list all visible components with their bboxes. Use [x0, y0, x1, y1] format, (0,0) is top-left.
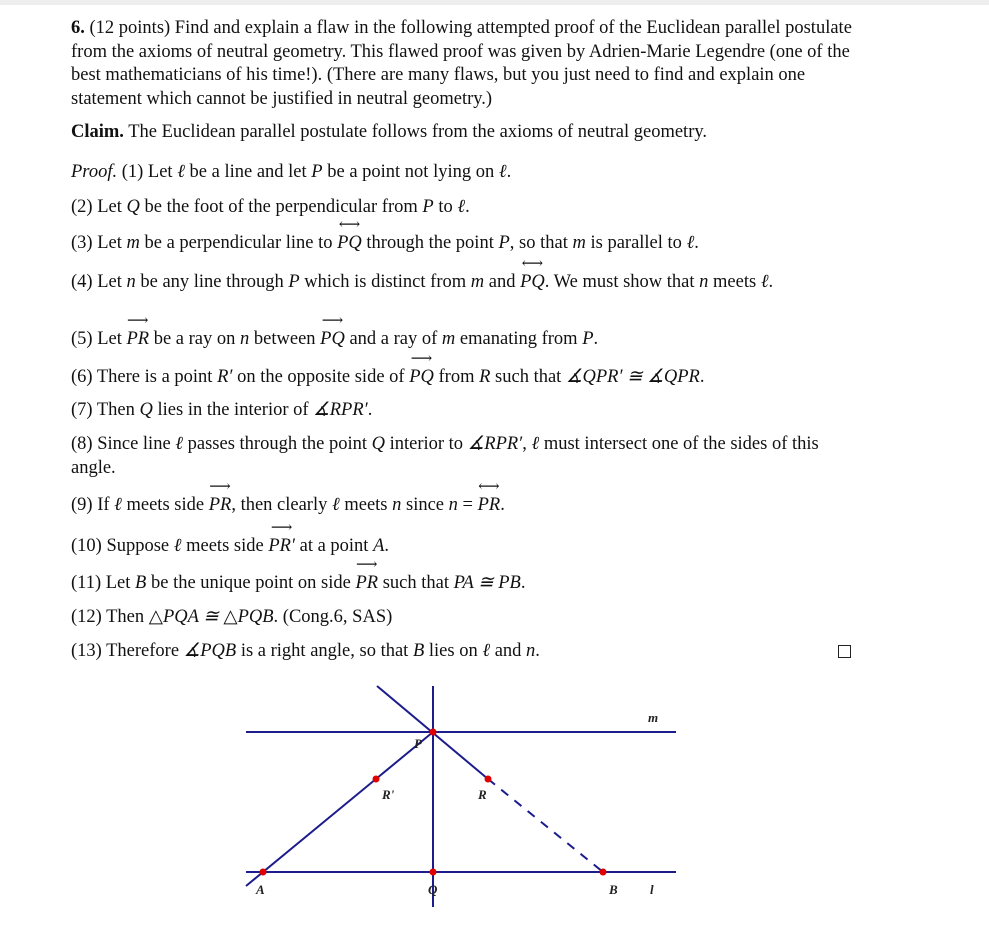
- math-expression: n: [448, 495, 458, 515]
- text-run: (13) Therefore: [71, 641, 184, 661]
- text-run: and: [484, 272, 521, 292]
- math-expression: ℓ: [332, 495, 340, 515]
- math-expression: n: [526, 641, 536, 661]
- text-run: .: [593, 329, 599, 349]
- text-run: .: [506, 162, 512, 182]
- text-run: (3) Let: [71, 233, 127, 253]
- text-run: . We must show that: [544, 272, 700, 292]
- text-run: such that: [378, 573, 454, 593]
- math-expression: n: [240, 329, 250, 349]
- math-expression: P: [498, 233, 510, 253]
- math-expression: P: [582, 329, 594, 349]
- text-run: from: [433, 367, 480, 387]
- text-run: The Euclidean parallel postulate follows from the axioms of neutral geometry.: [123, 122, 708, 142]
- math-expression: n: [392, 495, 402, 515]
- ray-PA: [246, 732, 433, 886]
- text-run: , so that: [509, 233, 573, 253]
- text-run: .: [465, 197, 470, 217]
- text-run: (9) If: [71, 495, 115, 515]
- label-R-prime: R': [382, 787, 395, 802]
- text-run: to: [433, 197, 458, 217]
- point-R-prime: [373, 776, 380, 783]
- text-run: .: [535, 641, 540, 661]
- point-R: [485, 776, 492, 783]
- text-run: be a perpendicular line to: [139, 233, 338, 253]
- text-run: (1) Let: [117, 162, 178, 182]
- text-run: meets: [339, 495, 393, 515]
- point-Q: [430, 869, 437, 876]
- text-run: between: [249, 329, 321, 349]
- label-A: A: [256, 882, 265, 897]
- label-m: m: [648, 710, 659, 725]
- text-run: 6.: [71, 18, 90, 38]
- math-expression: ℓ: [177, 162, 185, 182]
- text-run: passes through the point: [183, 434, 372, 454]
- text-run: emanating from: [455, 329, 583, 349]
- text-run: .: [694, 233, 699, 253]
- text-run: must intersect one of the sides of this angle.: [71, 434, 819, 478]
- text-run: (8) Since line: [71, 434, 176, 454]
- ray-notation: ⟶ PR′: [268, 535, 295, 559]
- text-run: (11) Let: [71, 573, 136, 593]
- text-run: Claim.: [71, 122, 124, 142]
- text-run: .: [384, 536, 390, 556]
- text-run: Proof.: [71, 162, 118, 182]
- line-notation: ⟷ PR: [478, 494, 501, 518]
- math-expression: ℓ: [686, 233, 695, 253]
- math-expression: Q: [371, 434, 385, 454]
- text-run: lies on: [424, 641, 483, 661]
- text-run: (7) Then: [71, 400, 140, 420]
- math-expression: A: [373, 536, 385, 556]
- math-expression: m: [126, 233, 140, 253]
- math-expression: ℓ: [482, 641, 491, 661]
- math-expression: R′: [217, 367, 233, 387]
- ray-notation: ⟶ PQ: [409, 366, 434, 390]
- math-expression: ℓ: [760, 272, 769, 292]
- math-expression: ℓ: [498, 162, 507, 182]
- text-run: which is distinct from: [299, 272, 471, 292]
- text-run: be the foot of the perpendicular from: [139, 197, 423, 217]
- math-expression: ℓ: [175, 434, 184, 454]
- math-expression: Q: [139, 400, 153, 420]
- ray-notation: ⟶ PR: [126, 328, 149, 352]
- math-expression: P: [311, 162, 323, 182]
- text-run: (10) Suppose: [71, 536, 174, 556]
- math-expression: ∡QPR′ ≅ ∡QPR: [565, 367, 700, 387]
- point-B: [600, 869, 607, 876]
- math-expression: ∡RPR′: [467, 434, 523, 454]
- text-run: through the point: [361, 233, 499, 253]
- text-run: be the unique point on side: [146, 573, 356, 593]
- text-run: and a ray of: [344, 329, 442, 349]
- segment-RB-dashed: [488, 779, 603, 872]
- text-run: meets side: [121, 495, 209, 515]
- text-run: at a point: [294, 536, 374, 556]
- text-run: is a right angle, so that: [236, 641, 413, 661]
- math-expression: R: [479, 367, 491, 387]
- text-run: .: [520, 573, 526, 593]
- label-Q: Q: [428, 882, 438, 897]
- text-run: be a ray on: [149, 329, 241, 349]
- ray-notation: ⟶ PR: [355, 572, 378, 596]
- math-expression: ℓ: [114, 495, 122, 515]
- text-run: since: [401, 495, 449, 515]
- point-A: [260, 869, 267, 876]
- math-expression: m: [441, 329, 456, 349]
- text-run: such that: [490, 367, 566, 387]
- ray-notation: ⟶ PQ: [320, 328, 345, 352]
- math-expression: m: [572, 233, 586, 253]
- math-expression: P: [288, 272, 300, 292]
- line-notation: ⟷ PQ: [520, 271, 545, 295]
- text-run: .: [367, 400, 373, 420]
- math-expression: △PQA ≅ △PQB: [148, 607, 274, 627]
- text-run: .: [500, 495, 505, 515]
- text-run: meets: [708, 272, 761, 292]
- text-run: (2) Let: [71, 197, 127, 217]
- math-expression: P: [422, 197, 434, 217]
- math-expression: B: [135, 573, 147, 593]
- text-run: (12) Then: [71, 607, 149, 627]
- text-run: . (Cong.6, SAS): [273, 607, 393, 627]
- label-R: R: [478, 787, 487, 802]
- text-run: be a line and let: [184, 162, 312, 182]
- text-run: =: [457, 495, 478, 515]
- text-run: (5) Let: [71, 329, 127, 349]
- label-l: l: [650, 882, 654, 897]
- ray-notation: ⟶ PR: [209, 494, 232, 518]
- point-P: [430, 729, 437, 736]
- text-run: , then clearly: [231, 495, 332, 515]
- text-run: .: [768, 272, 774, 292]
- text-run: .: [699, 367, 705, 387]
- math-expression: n: [699, 272, 709, 292]
- text-run: on the opposite side of: [232, 367, 410, 387]
- math-expression: ∡RPR′: [313, 400, 368, 420]
- text-run: and: [490, 641, 527, 661]
- math-expression: B: [412, 641, 425, 661]
- text-run: lies in the interior of: [152, 400, 314, 420]
- text-run: be a point not lying on: [322, 162, 499, 182]
- math-expression: m: [470, 272, 485, 292]
- line-notation: ⟷ PQ: [337, 232, 362, 256]
- text-run: be any line through: [135, 272, 289, 292]
- text-run: interior to: [384, 434, 468, 454]
- text-run: (4) Let: [71, 272, 127, 292]
- text-run: is parallel to: [585, 233, 687, 253]
- math-expression: ℓ: [531, 434, 540, 454]
- math-expression: n: [126, 272, 136, 292]
- math-expression: Q: [126, 197, 140, 217]
- text-run: ,: [522, 434, 532, 454]
- math-expression: ℓ: [457, 197, 466, 217]
- math-expression: ℓ: [173, 536, 182, 556]
- text-run: (12 points) Find and explain a flaw in the following attempted proof of the Euclidean parallel postulate from the axioms of neutral geometry. This flawed proof was given by Adrien-Marie Legendre (one of the best mathematicians of his time!). (There are many flaws, but you just need to find and explain one statement which cannot be justified in neutral geometry.): [71, 18, 852, 109]
- label-P: P: [414, 736, 422, 751]
- math-expression: ∡PQB: [183, 641, 237, 661]
- label-B: B: [609, 882, 618, 897]
- text-run: (6) There is a point: [71, 367, 218, 387]
- text-run: meets side: [181, 536, 269, 556]
- math-expression: PA ≅ PB: [453, 573, 521, 593]
